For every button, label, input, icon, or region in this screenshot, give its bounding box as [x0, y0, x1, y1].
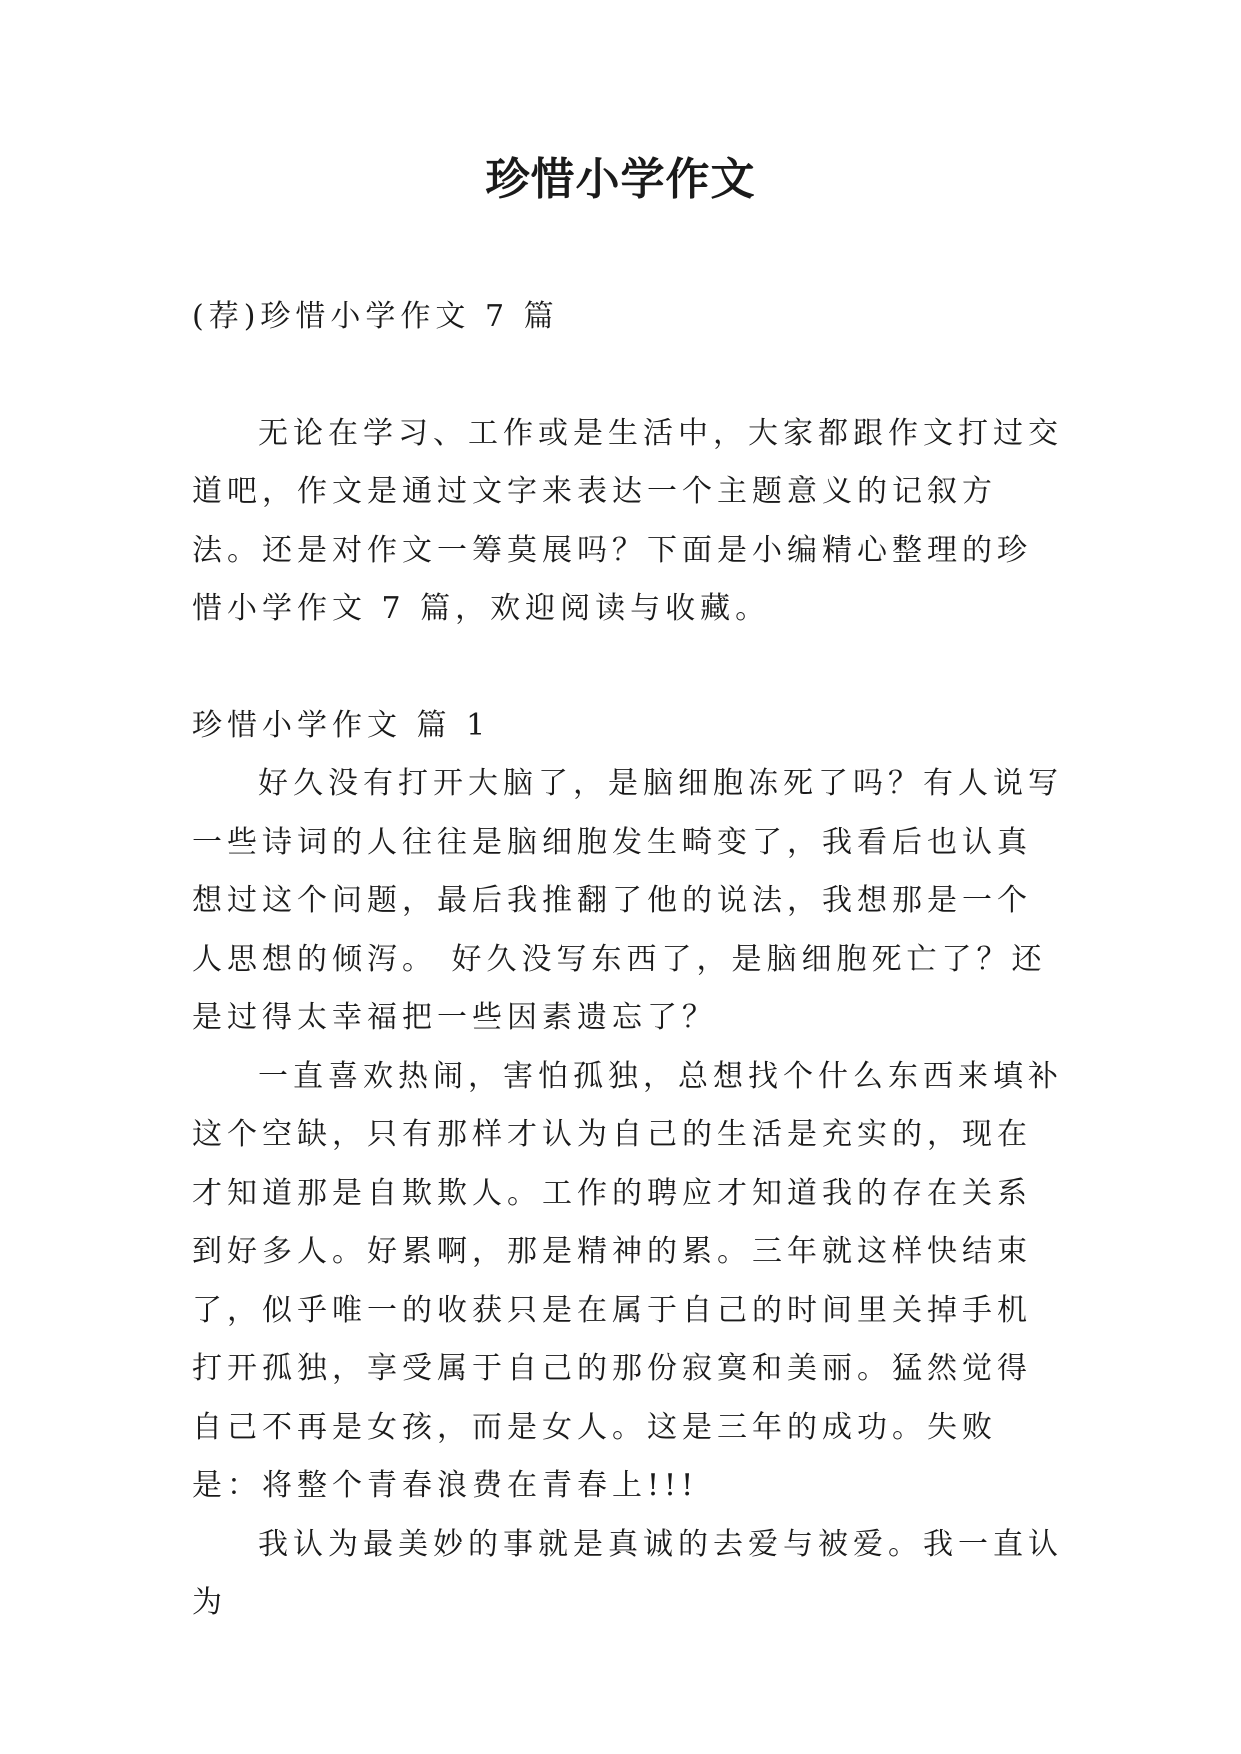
section-heading: 珍惜小学作文 篇 1 [192, 707, 491, 743]
document-body [192, 288, 1064, 1633]
body-paragraph: 好久没有打开大脑了，是脑细胞冻死了吗？有人说写一些诗词的人往往是脑细胞发生畸变了，我看后也认真想过这个问题，最后我推翻了他的说法，我想那是一个人思想的倾泻。 好久没写东西了，是脑细胞死亡了？还是过得太幸福把一些因素遗忘了？ [192, 766, 1063, 1035]
intro-paragraph: 无论在学习、工作或是生活中，大家都跟作文打过交道吧，作文是通过文字来表达一个主题意义的记叙方法。还是对作文一筹莫展吗？下面是小编精心整理的珍惜小学作文 7 篇，欢迎阅读与收藏。 [192, 415, 1063, 626]
document-title: 珍惜小学作文 [485, 154, 756, 205]
document-subtitle: (荐)珍惜小学作文 7 篇 [192, 299, 559, 334]
body-paragraph: 一直喜欢热闹，害怕孤独，总想找个什么东西来填补这个空缺，只有那样才认为自己的生活是充实的，现在才知道那是自欺欺人。工作的聘应才知道我的存在关系到好多人。好累啊，那是精神的累。三年就这样快结束了，似乎唯一的收获只是在属于自己的时间里关掉手机打开孤独，享受属于自己的那份寂寞和美丽。猛然觉得自己不再是女孩，而是女人。这是三年的成功。失败是：将整个青春浪费在青春上!!! [192, 1058, 1063, 1503]
body-paragraph: 我认为最美妙的事就是真诚的去爱与被爱。我一直认为 [192, 1526, 1063, 1620]
